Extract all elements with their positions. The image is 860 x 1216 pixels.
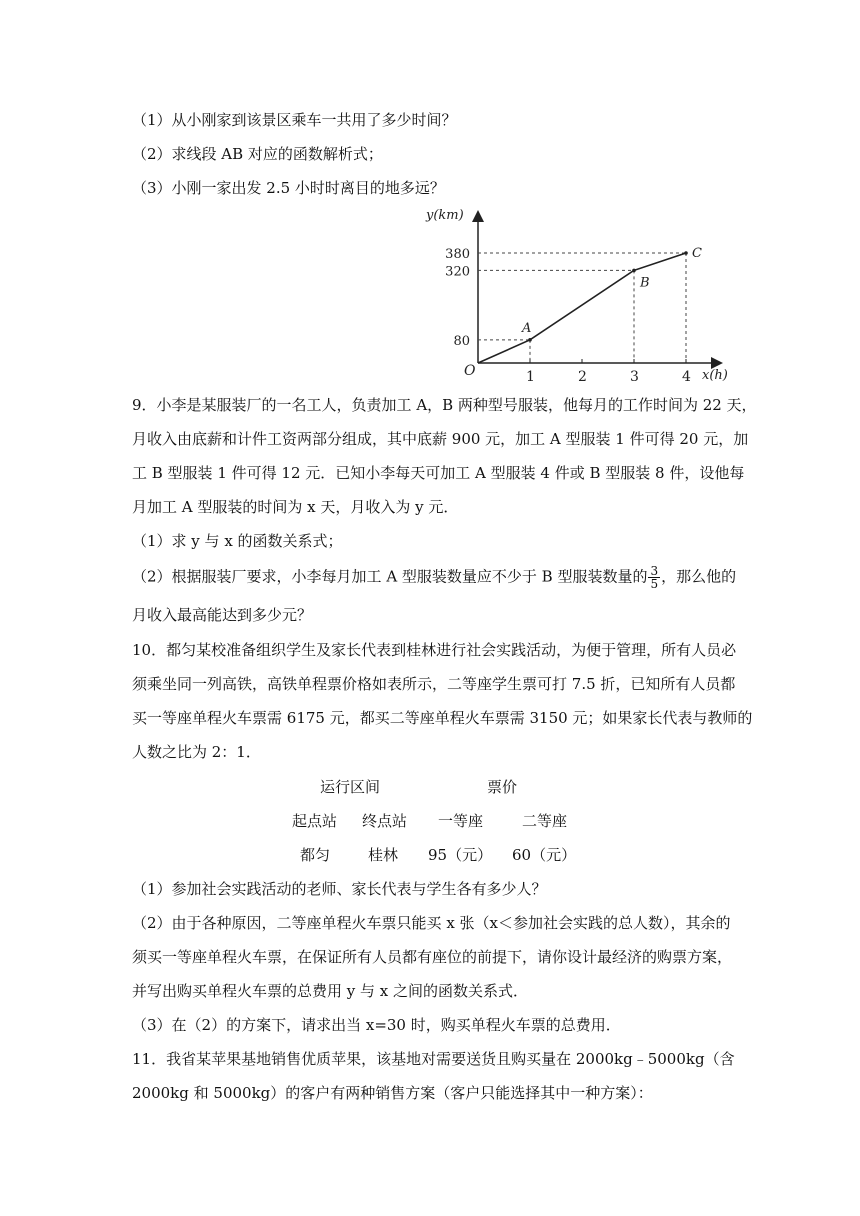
q8-sub2: （2）求线段 AB 对应的函数解析式； [132,145,383,163]
q11-line2: 2000kg 和 5000kg）的客户有两种销售方案（客户只能选择其中一种方案）： [132,1084,653,1102]
q10-sub2-line2: 须买一等座单程火车票，在保证所有人员都有座位的前提下，请你设计最经济的购票方案， [132,948,733,966]
q8-sub1: （1）从小刚家到该景区乘车一共用了多少时间？ [132,111,457,129]
x-tick-label-2: 2 [578,369,587,385]
y-tick-label-380: 380 [445,247,470,262]
q9-line3: 工 B 型服装 1 件可得 12 元．已知小李每天可加工 A 型服装 4 件或 B 型服装 8 件，设他每 [132,464,745,482]
q10-sub2-line1: （2）由于各种原因，二等座单程火车票只能买 x 张（x＜参加社会实践的总人数），其余的 [132,914,731,932]
table-col-first-class: 一等座 [438,812,484,830]
y-tick-label-320: 320 [445,264,470,280]
q10-line4: 人数之比为 2：1． [132,743,261,761]
x-tick-label-1: 1 [526,369,535,385]
table-cell-start: 都匀 [300,846,331,864]
x-tick-label-4: 4 [682,369,691,385]
table-cell-first-price: 95（元） [428,846,493,864]
distance-time-graph [420,205,740,385]
origin-label: O [464,363,476,379]
table-col-end: 终点站 [362,812,408,830]
q9-sub2-text-a: （2）根据服装厂要求，小李每月加工 A 型服装数量应不少于 B 型服装数量的 [132,567,648,586]
q8-sub3: （3）小刚一家出发 2.5 小时时离目的地多远？ [132,179,445,197]
point-B [632,269,636,273]
q10-sub2-line3: 并写出购买单程火车票的总费用 y 与 x 之间的函数关系式． [132,982,529,1000]
x-axis-label: x(h) [702,368,728,383]
y-axis-label: y(km) [426,208,464,223]
q10-line2: 须乘坐同一列高铁，高铁单程票价格如表所示，二等座学生票可打 7.5 折，已知所有人员都 [132,675,736,693]
y-tick-label-80: 80 [453,333,470,349]
point-label-B: B [640,275,650,291]
fraction-3-5: $\frac{3}{5}$ [650,564,659,591]
table-header-price: 票价 [487,778,518,796]
q9-sub2-text-b: ，那么他的 [661,567,737,586]
point-label-A: A [522,320,532,336]
q10-line1: 10．都匀某校准备组织学生及家长代表到桂林进行社会实践活动，为便于管理，所有人员必 [132,641,737,659]
q9-sub1: （1）求 y 与 x 的函数关系式； [132,532,343,550]
q9-sub2-cont: 月收入最高能达到多少元？ [132,606,313,624]
q9-sub2 [132,565,736,590]
table-cell-end: 桂林 [368,846,399,864]
table-col-start: 起点站 [292,812,338,830]
q9-line1: 9．小李是某服装厂的一名工人，负责加工 A，B 两种型号服装，他每月的工作时间为 22 天， [132,396,757,414]
table-header-interval: 运行区间 [320,778,381,796]
q10-sub3: （3）在（2）的方案下，请求出当 x=30 时，购买单程火车票的总费用． [132,1016,621,1034]
q9-line2: 月收入由底薪和计件工资两部分组成，其中底薪 900 元，加工 A 型服装 1 件可得 20 元，加 [132,430,749,448]
q10-sub1: （1）参加社会实践活动的老师、家长代表与学生各有多少人？ [132,880,547,898]
point-C [684,251,688,255]
q9-line4: 月加工 A 型服装的时间为 x 天，月收入为 y 元． [132,498,459,516]
point-label-C: C [692,246,702,261]
point-A [528,338,532,342]
q11-line1: 11．我省某苹果基地销售优质苹果，该基地对需要送货且购买量在 2000kg﹣5000kg（含 [132,1050,735,1068]
table-col-second-class: 二等座 [522,812,568,830]
table-cell-second-price: 60（元） [512,846,577,864]
series-line [478,253,686,363]
q10-line3: 买一等座单程火车票需 6175 元，都买二等座单程火车票需 3150 元；如果家长代表与教师的 [132,709,753,727]
x-tick-label-3: 3 [630,369,639,385]
